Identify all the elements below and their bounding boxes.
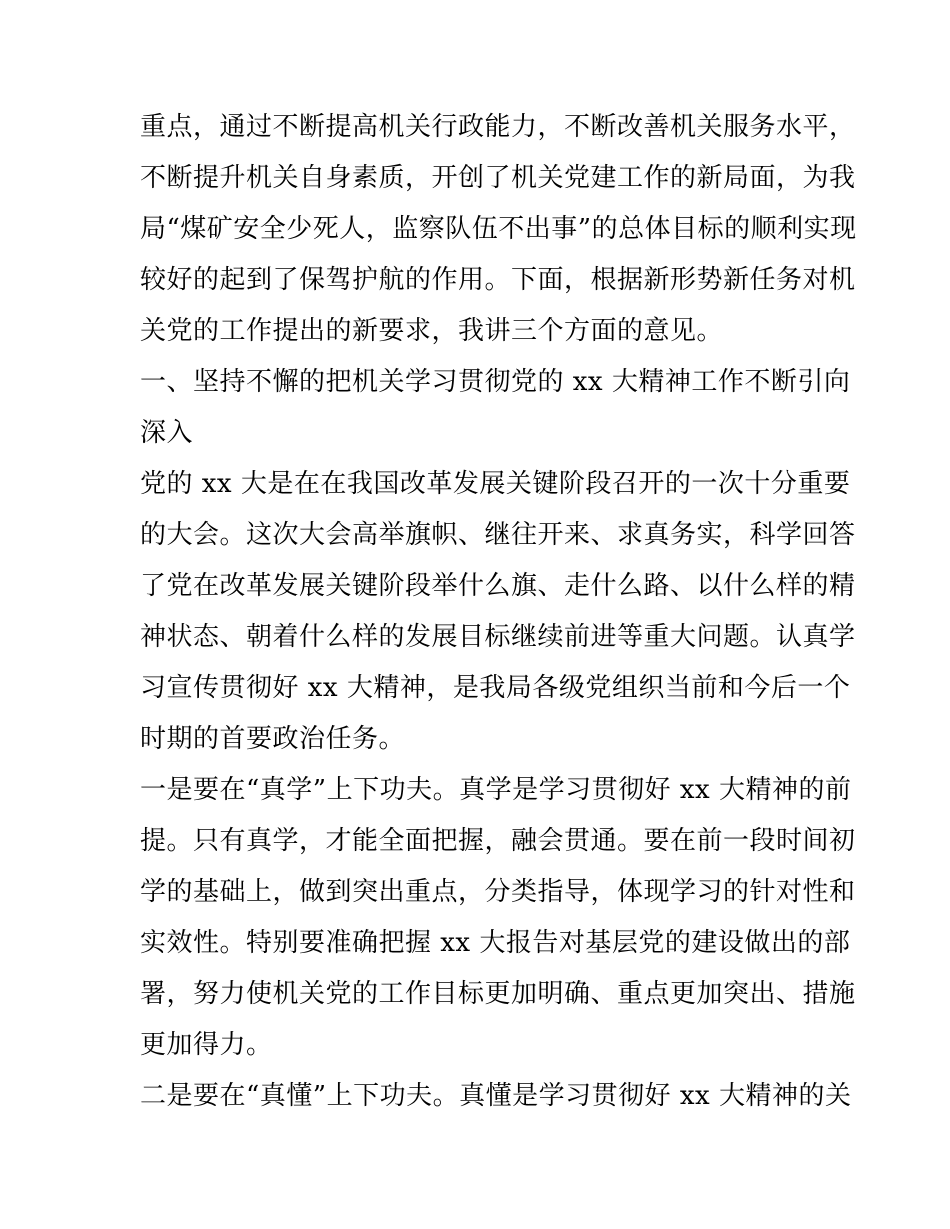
text-line: 习宣传贯彻好 xx 大精神，是我局各级党组织当前和今后一个 [140,673,851,703]
text-line: 党的 xx 大是在在我国改革发展关键阶段召开的一次十分重要 [140,469,851,499]
section-heading-line: 一、坚持不懈的把机关学习贯彻党的 xx 大精神工作不断引向 [140,367,851,397]
text-line: 一是要在“真学”上下功夫。真学是学习贯彻好 xx 大精神的前 [140,775,852,805]
section-heading-line: 深入 [140,418,194,448]
text-line: 较好的起到了保驾护航的作用。下面，根据新形势新任务对机 [140,265,856,295]
text-line: 更加得力。 [140,1030,273,1060]
text-line: 不断提升机关自身素质，开创了机关党建工作的新局面，为我 [140,163,856,193]
text-line: 神状态、朝着什么样的发展目标继续前进等重大问题。认真学 [140,622,856,652]
text-line: 提。只有真学，才能全面把握，融会贯通。要在前一段时间初 [140,826,856,856]
text-line: 学的基础上，做到突出重点，分类指导，体现学习的针对性和 [140,877,856,907]
text-line: 实效性。特别要准确把握 xx 大报告对基层党的建设做出的部 [140,928,851,958]
text-line: 时期的首要政治任务。 [140,724,406,754]
text-line: 局“煤矿安全少死人，监察队伍不出事”的总体目标的顺利实现 [140,214,857,244]
text-line: 署，努力使机关党的工作目标更加明确、重点更加突出、措施 [140,979,856,1009]
text-line: 重点，通过不断提高机关行政能力，不断改善机关服务水平， [140,112,856,142]
text-line: 二是要在“真懂”上下功夫。真懂是学习贯彻好 xx 大精神的关 [140,1081,852,1111]
text-line: 关党的工作提出的新要求，我讲三个方面的意见。 [140,316,724,346]
text-line: 的大会。这次大会高举旗帜、继往开来、求真务实，科学回答 [140,520,856,550]
document-body-text [140,102,857,1122]
text-line: 了党在改革发展关键阶段举什么旗、走什么路、以什么样的精 [140,571,856,601]
